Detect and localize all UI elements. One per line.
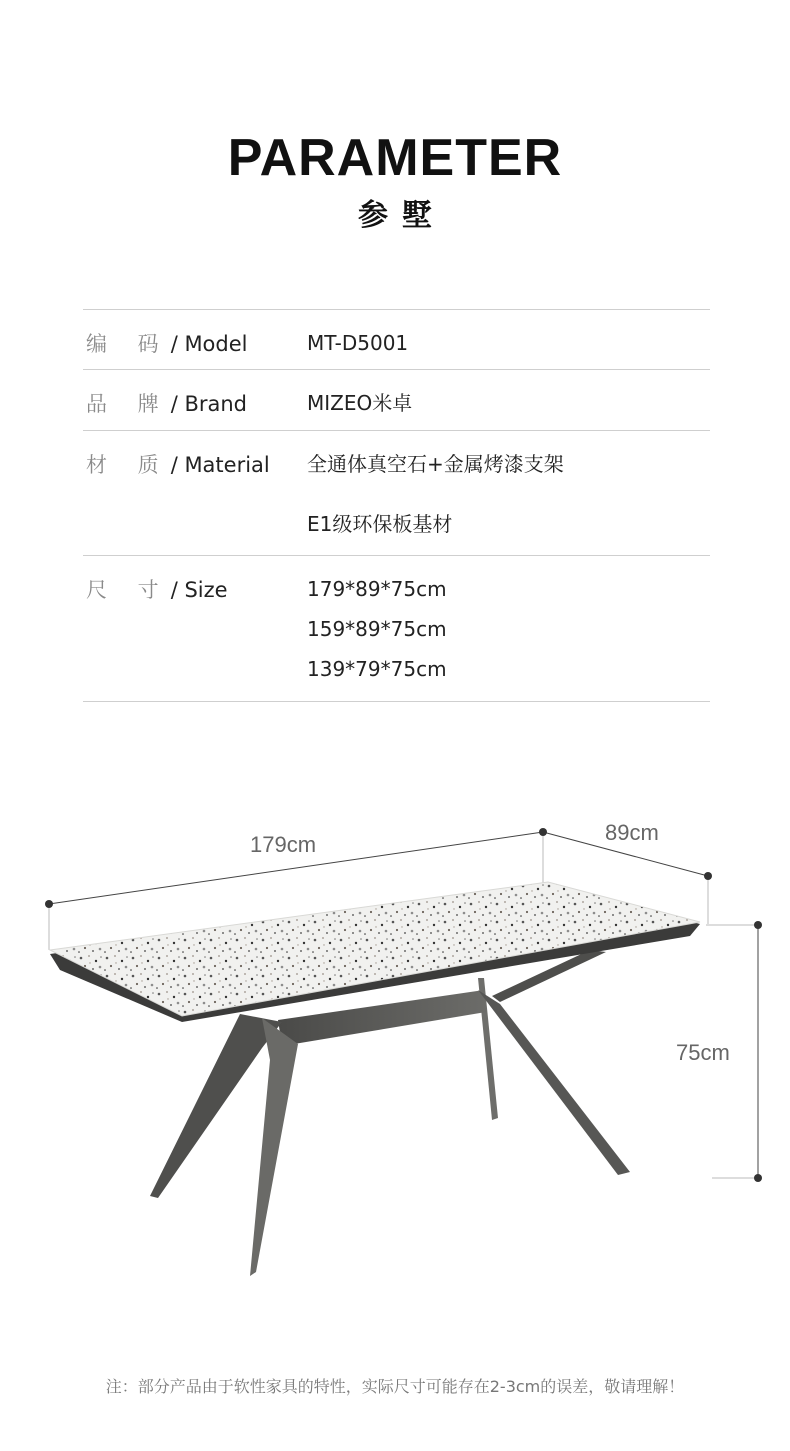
param-value: E1级环保板基材 (307, 512, 453, 536)
param-label-en: / Material (170, 453, 270, 477)
param-label-cn: 材 质 (86, 453, 171, 477)
endpoint-dot (539, 828, 547, 836)
param-label-en: / Model (170, 332, 248, 356)
param-value: MT-D5001 (307, 331, 409, 355)
param-label-cn: 编 码 (86, 332, 171, 356)
depth-label: 89cm (605, 820, 659, 845)
endpoint-dot (704, 872, 712, 880)
param-value: 139*79*75cm (307, 657, 447, 681)
param-label-en: / Brand (170, 392, 247, 416)
param-value: 159*89*75cm (307, 617, 447, 641)
length-label: 179cm (250, 832, 317, 857)
footer-note: 注：部分产品由于软性家具的特性，实际尺寸可能存在2-3cm的误差，敬请理解！ (105, 1377, 685, 1396)
height-label: 75cm (676, 1040, 730, 1065)
endpoint-dot (754, 1174, 762, 1182)
endpoint-dot (754, 921, 762, 929)
param-label-cn: 品 牌 (86, 392, 171, 416)
page-title: PARAMETER (227, 129, 563, 187)
front-left-leg-2 (250, 1018, 298, 1276)
endpoint-dot (45, 900, 53, 908)
page-subtitle: 参墅 (358, 198, 446, 233)
param-value: 179*89*75cm (307, 577, 447, 601)
param-value: 全通体真空石+金属烤漆支架 (307, 452, 564, 476)
param-label-cn: 尺 寸 (86, 578, 171, 602)
param-label-en: / Size (170, 578, 228, 602)
param-value: MIZEO米卓 (307, 391, 413, 415)
front-right-leg (478, 990, 630, 1175)
